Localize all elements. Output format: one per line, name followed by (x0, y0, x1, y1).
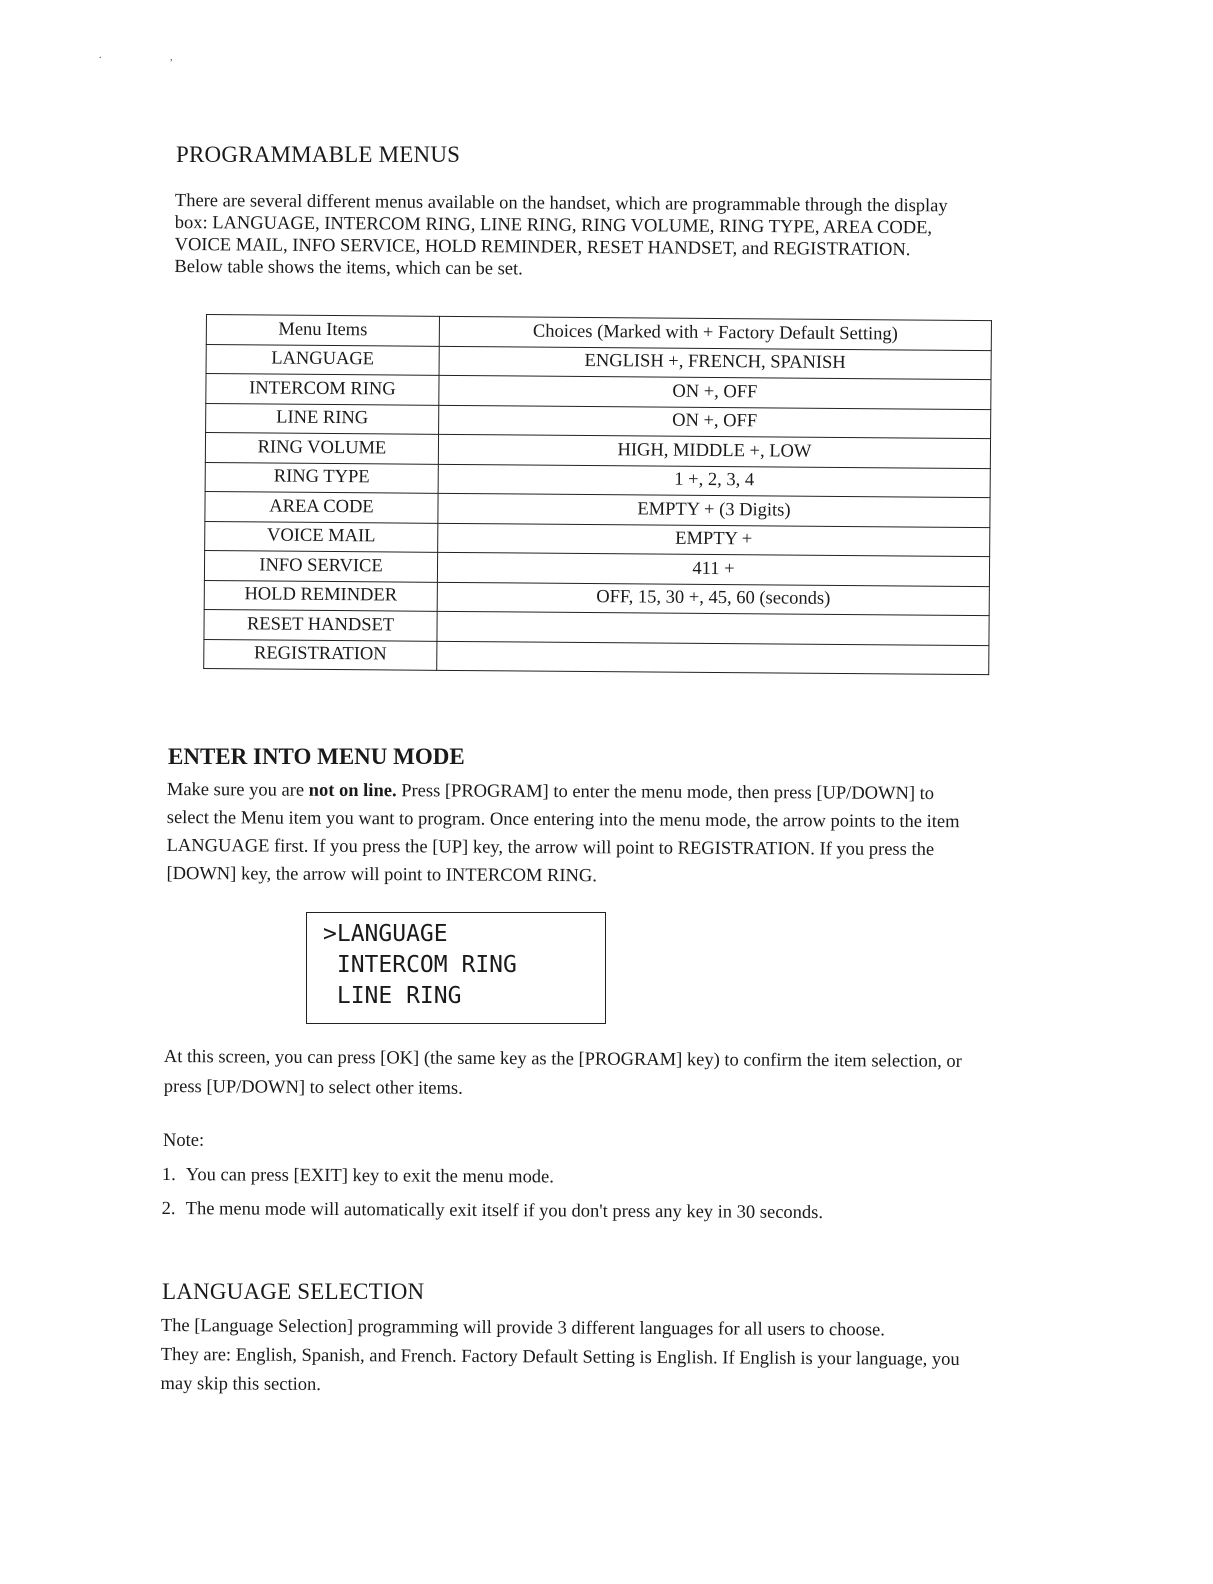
menu-mode-line: [DOWN] key, the arrow will point to INTERCOM RING. (166, 863, 597, 887)
not-on-line-emphasis: not on line. (308, 780, 397, 802)
menu-mode-text: Make sure you are (166, 779, 309, 801)
language-line: may skip this section. (160, 1373, 321, 1395)
choices-cell: ENGLISH +, FRENCH, SPANISH (439, 346, 991, 380)
scan-speck: , (170, 52, 173, 63)
list-item (162, 1158, 824, 1196)
choices-cell: EMPTY + (438, 523, 990, 557)
choices-cell (437, 611, 989, 645)
programmable-intro (174, 190, 947, 283)
menu-items-table (203, 314, 992, 675)
menu-item-cell: RESET HANDSET (204, 609, 437, 640)
language-line: They are: English, Spanish, and French. Factory Default Setting is English. If English is your language, you (160, 1344, 960, 1370)
scan-speck: . (99, 50, 102, 61)
display-line: INTERCOM RING (323, 952, 517, 978)
display-line-selected: >LANGUAGE (323, 921, 448, 947)
menu-item-cell: RING VOLUME (205, 433, 438, 464)
menu-item-cell: INFO SERVICE (204, 550, 437, 581)
choices-cell: 411 + (437, 552, 989, 586)
menu-mode-paragraph (166, 776, 959, 892)
language-paragraph (160, 1312, 959, 1404)
choices-cell: OFF, 15, 30 +, 45, 60 (seconds) (437, 582, 989, 616)
display-line: LINE RING (323, 983, 462, 1009)
intro-line: Below table shows the items, which can be set. (174, 256, 523, 280)
section-title-language-selection: LANGUAGE SELECTION (162, 1279, 425, 1304)
note-text: The menu mode will automatically exit itself if you don't press any key in 30 seconds. (185, 1199, 824, 1224)
confirm-line: At this screen, you can press [OK] (the same key as the [PROGRAM] key) to confirm the item selection, or (163, 1046, 962, 1072)
table-row (204, 639, 989, 675)
choices-cell: ON +, OFF (439, 375, 991, 409)
menu-item-cell: LANGUAGE (206, 344, 439, 375)
note-text: You can press [EXIT] key to exit the menu mode. (185, 1165, 554, 1188)
confirm-paragraph (164, 1042, 962, 1107)
menu-item-cell: VOICE MAIL (205, 521, 438, 552)
menu-item-cell: REGISTRATION (204, 639, 437, 670)
menu-mode-line (167, 776, 960, 808)
section-title-programmable-menus: PROGRAMMABLE MENUS (176, 142, 461, 167)
choices-cell (437, 641, 989, 675)
intro-line: box: LANGUAGE, INTERCOM RING, LINE RING, RING VOLUME, RING TYPE, AREA CODE, (174, 212, 933, 239)
column-header-menu-items: Menu Items (206, 315, 439, 346)
intro-line: VOICE MAIL, INFO SERVICE, HOLD REMINDER, RESET HANDSET, and REGISTRATION. (174, 234, 911, 261)
menu-mode-text: Press [PROGRAM] to enter the menu mode, then press [UP/DOWN] to (396, 781, 935, 805)
list-item (162, 1192, 824, 1230)
menu-item-cell: HOLD REMINDER (204, 580, 437, 611)
choices-cell: EMPTY + (3 Digits) (438, 493, 990, 527)
menu-mode-line: select the Menu item you want to program. Once entering into the menu mode, the arrow points to the item (166, 807, 960, 833)
choices-cell: HIGH, MIDDLE +, LOW (438, 434, 990, 468)
menu-item-cell: INTERCOM RING (206, 374, 439, 405)
menu-item-cell: RING TYPE (205, 462, 438, 493)
column-header-choices: Choices (Marked with + Factory Default Setting) (439, 316, 991, 350)
choices-cell: 1 +, 2, 3, 4 (438, 464, 990, 498)
note-number: 1. (161, 1164, 176, 1186)
language-line: The [Language Selection] programming will provide 3 different languages for all users to choose. (160, 1315, 885, 1341)
section-title-menu-mode: ENTER INTO MENU MODE (168, 744, 465, 769)
menu-mode-line: LANGUAGE first. If you press the [UP] key, the arrow will point to REGISTRATION. If you press the (166, 835, 935, 861)
confirm-line: press [UP/DOWN] to select other items. (163, 1076, 463, 1099)
menu-item-cell: LINE RING (206, 403, 439, 434)
handset-display (306, 912, 606, 1024)
note-list (162, 1158, 824, 1230)
choices-cell: ON +, OFF (439, 405, 991, 439)
menu-item-cell: AREA CODE (205, 491, 438, 522)
note-number: 2. (161, 1198, 176, 1220)
note-label: Note: (163, 1131, 205, 1151)
intro-line: There are several different menus available on the handset, which are programmable through the display (174, 190, 948, 217)
